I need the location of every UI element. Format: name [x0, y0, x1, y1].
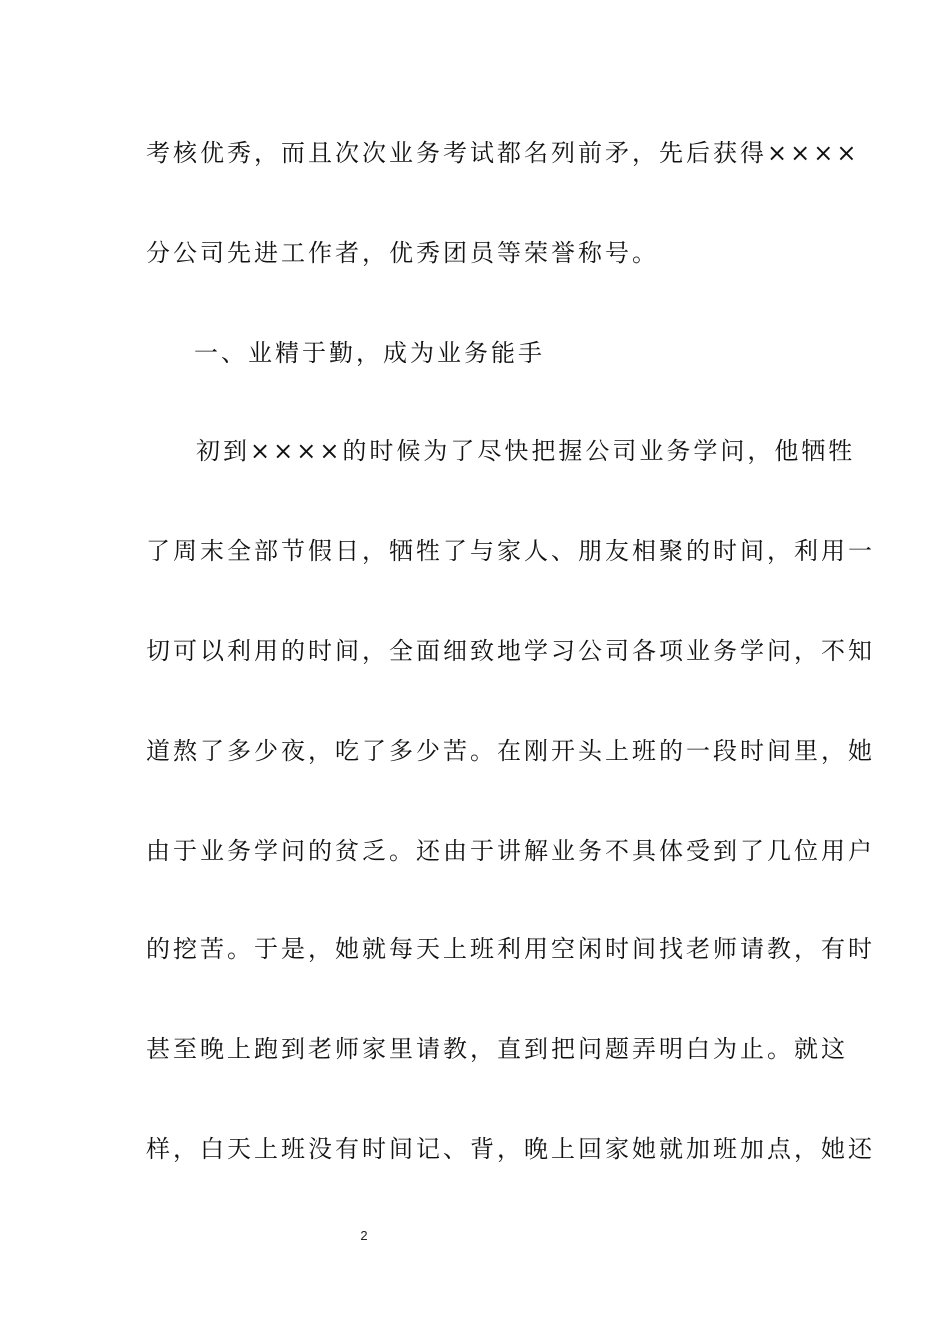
- text-line: 切可以利用的时间，全面细致地学习公司各项业务学问，不知: [146, 637, 875, 665]
- text-line: 样，白天上班没有时间记、背，晚上回家她就加班加点，她还: [146, 1135, 875, 1163]
- section-heading: 一、业精于勤，成为业务能手: [194, 339, 545, 367]
- text-line: 道熬了多少夜，吃了多少苦。在刚开头上班的一段时间里，她: [146, 737, 875, 765]
- text-line: 考核优秀，而且次次业务考试都名列前矛，先后获得××××: [146, 139, 860, 167]
- text-line: 由于业务学问的贫乏。还由于讲解业务不具体受到了几位用户: [146, 837, 875, 865]
- text-line: 分公司先进工作者，优秀团员等荣誉称号。: [146, 239, 659, 267]
- page-number: 2: [360, 1228, 368, 1243]
- text-line: 的挖苦。于是，她就每天上班利用空闲时间找老师请教，有时: [146, 935, 875, 963]
- text-line: 了周末全部节假日，牺牲了与家人、朋友相聚的时间，利用一: [146, 537, 875, 565]
- text-line: 初到××××的时候为了尽快把握公司业务学问，他牺牲: [196, 437, 856, 465]
- text-line: 甚至晚上跑到老师家里请教，直到把问题弄明白为止。就这: [146, 1035, 848, 1063]
